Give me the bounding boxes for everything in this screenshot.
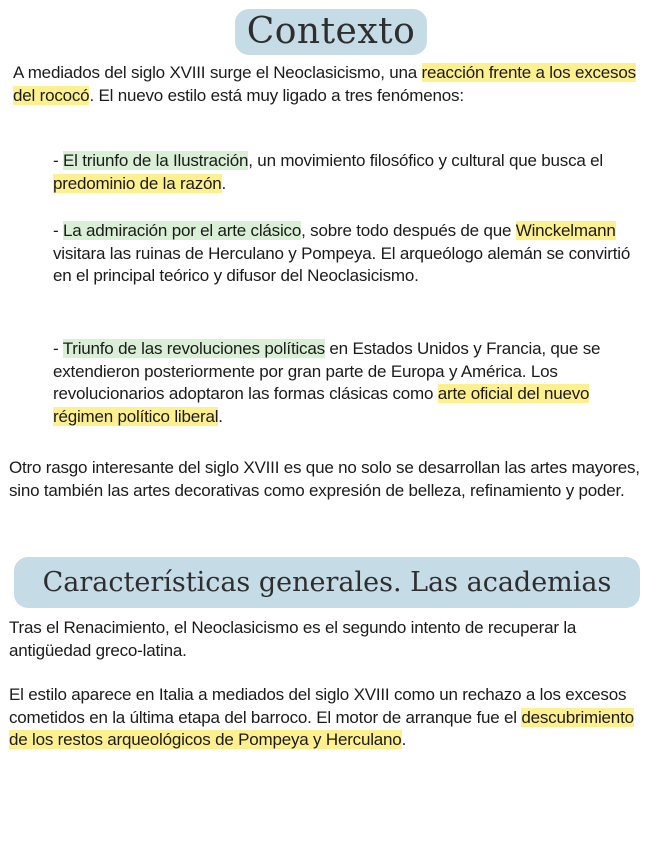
text: , sobre todo después de que (301, 221, 516, 240)
highlight-yellow: descubrimiento de los restos arqueológicos de Pompeya y Herculano (9, 707, 634, 749)
origen-paragraph (9, 684, 649, 752)
text: en Estados Unidos y Francia, que se extendieron posteriormente por gran parte de Europa y América. Los revolucionarios adoptaron las formas clásicas como (53, 339, 601, 403)
section-heading-caracteristicas: Características generales. Las academias (14, 557, 640, 608)
outro-paragraph: Otro rasgo interesante del siglo XVIII es que no solo se desarrollan las artes mayores, sino también las artes decorativas como expresión de belleza, refinamiento y poder. (9, 458, 640, 500)
text: . (221, 173, 227, 193)
bullet-revoluciones (53, 338, 633, 428)
bullet-dash: - (53, 151, 63, 170)
bullet-dash: - (53, 221, 63, 240)
section-heading-contexto: Contexto (235, 9, 427, 55)
renacimiento-paragraph: Tras el Renacimiento, el Neoclasicismo es el segundo intento de recuperar la antigüedad greco-latina. (9, 618, 577, 660)
highlight-green: El triunfo de la Ilustración (62, 151, 249, 170)
highlight-yellow: arte oficial del nuevo régimen político liberal (53, 384, 590, 426)
highlight-yellow: reacción frente a los excesos del rococó (13, 63, 636, 105)
intro-paragraph (13, 62, 638, 107)
text: visitara las ruinas de Herculano y Pompeya. El arqueólogo alemán se convirtió en el principal teórico y difusor del Neoclasicismo. (53, 243, 631, 285)
bullet-ilustracion (53, 150, 633, 195)
highlight-green: La admiración por el arte clásico (62, 221, 302, 240)
text: . (401, 730, 407, 749)
highlight-yellow: predominio de la razón (53, 173, 222, 193)
bullet-dash: - (53, 339, 63, 358)
highlight-green: Triunfo de las revoluciones políticas (62, 339, 325, 358)
text: , un movimiento filosófico y cultural que busca el (248, 151, 604, 170)
text: El estilo aparece en Italia a mediados del siglo XVIII como un rechazo a los excesos cometidos en la última etapa del barroco. El motor de arranque fue el (9, 685, 627, 727)
highlight-yellow: Winckelmann (515, 221, 616, 240)
bullet-arte-clasico (53, 220, 633, 288)
text: . (218, 406, 223, 426)
text: A mediados del siglo XVIII surge el Neoclasicismo, una (13, 63, 422, 82)
text: . El nuevo estilo está muy ligado a tres fenómenos: (89, 85, 464, 105)
